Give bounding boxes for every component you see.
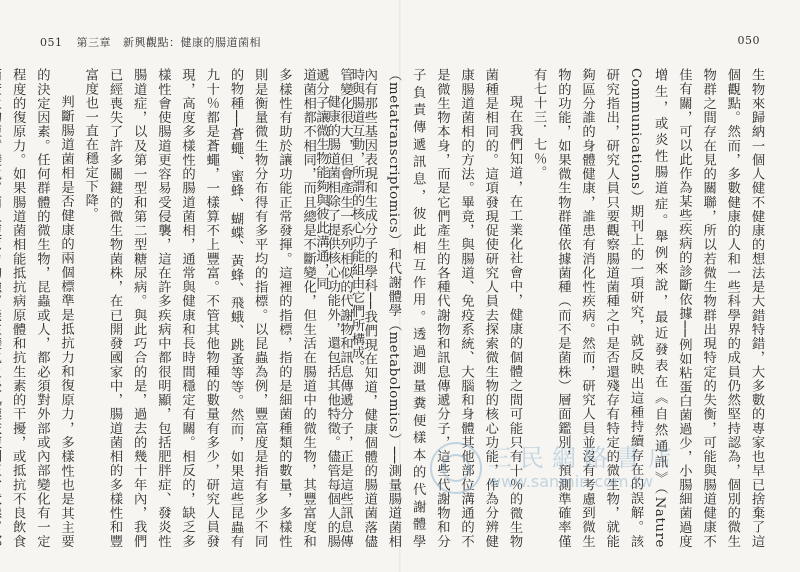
- running-head-left: [40, 34, 261, 50]
- page-number-right: 050: [737, 34, 760, 47]
- running-head-right: [738, 34, 761, 47]
- paragraph: 現在我們知道，在工業化社會中，健康的個體之間可能只有十％的微生物菌種是相同的。這項發現促使研究人員去探索微生物的核心功能，作為分辨健康腸道菌相的方法。畢竟，與腸道、免疫系統、大腦和身體其他部位溝通的不是微生物本身，而是它們產生的各種代謝物和訊息傳遞分子，這些代謝物和分子負責傳遞訊息，彼此相互作用。透過測量糞便樣本的代謝體學（metatranscriptomics）和代謝體學（metabolomics）──測量腸道菌相內有那些基因表現和生成分子的學科──我們現在知道，健康個體的腸道菌落儘管變化很大，但會產生一系列相似的代謝物和訊息傳遞分子，正是這些訊息傳遞分子讓微生物能夠與彼此溝通，同: [313, 68, 522, 548]
- watermark-name: 三民網路書店: [488, 444, 680, 472]
- paragraph: 健康的腸道菌相除了提供核心功能外，還包括其他特徵。儘管每個人的腸道菌相都不相同，而且總是不斷變化，但生活在腸道中的微生物，其豐富度和多樣性有助於讓功能正常發揮。這裡的指標，指的是細菌種類的數量，多樣性則是衡量微生物分布得有多平均的指標。以昆蟲為例，豐富度是指有多少不同的物種──蒼蠅、蜜蜂、蝴蝶、黃蜂、飛蛾、跳蚤等等。然而，如果這些昆蟲有九十％都是蒼蠅，一樣算不上豐富。不管其他物種的數量有多少，研究人員發現，高度多樣性的腸道菌相，通常與健康和長時間穩定有關。相反的，缺乏多樣性會使腸道更容易受侵襲，這在許多疾病中都很明顯，包括肥胖症、發炎性腸道症，以及第一型和第二型糖尿病。與此巧合的是，過去的幾十年內，我們已經喪失了許多關鍵的微生物菌株，在已開發國家中，腸道菌相的多樣性和豐富度也一直在穩定下降。: [82, 68, 340, 548]
- watermark-url: www.sanmin.com.tw: [488, 472, 654, 491]
- paragraph: 判斷腸道菌相是否健康的兩個標準是抵抗力和復原力，多樣性也是其主要的決定因素。任何群體的微生物，昆蟲或人，都必須對外部或內部變化有一定程度的復原力。如果腸道菌相能抵抗病原體和抗生素的干擾，或抵抗不良飲食: [10, 68, 74, 548]
- page-number-left: 051: [40, 36, 63, 49]
- paragraph: 時與腸道互動，所謂的核心功能組由它們所構成。: [349, 68, 364, 374]
- chapter-label: 第三章: [76, 36, 111, 49]
- chapter-title: 新興觀點：健康的腸道菌相: [123, 36, 261, 49]
- paragraph: 生物來歸納一個人健不健康的想法是大錯特錯，大多數的專家也早已捨棄了這個觀點。然而，多數健康的人和一些科學界的成員仍然堅持認為，個別的微生物群之間存在見的關聯，所以若微生物群出現特定的失衡，可能與腸道健康不佳有關，可以此作為某些疾病的診斷依據──例如粘蛋白菌過少，小腸細菌過度增生，或炎性腸道症。舉例來說，最近發表在《自然通訊》（Nature Communications）期刊上的一項研究，就反映出這種持續存在的誤解。該研究指出，研究人員只要觀察腸道菌種之中是否還殘存有特定的微生物，就能夠區分誰的身體健康，誰患有消化性疾病。然而，研究人員並沒有考慮到微生物的功能，如果微生物群僅依據菌種（而不是菌株）層面鑑別，預測準確率僅有七十三．七％。: [531, 68, 764, 548]
